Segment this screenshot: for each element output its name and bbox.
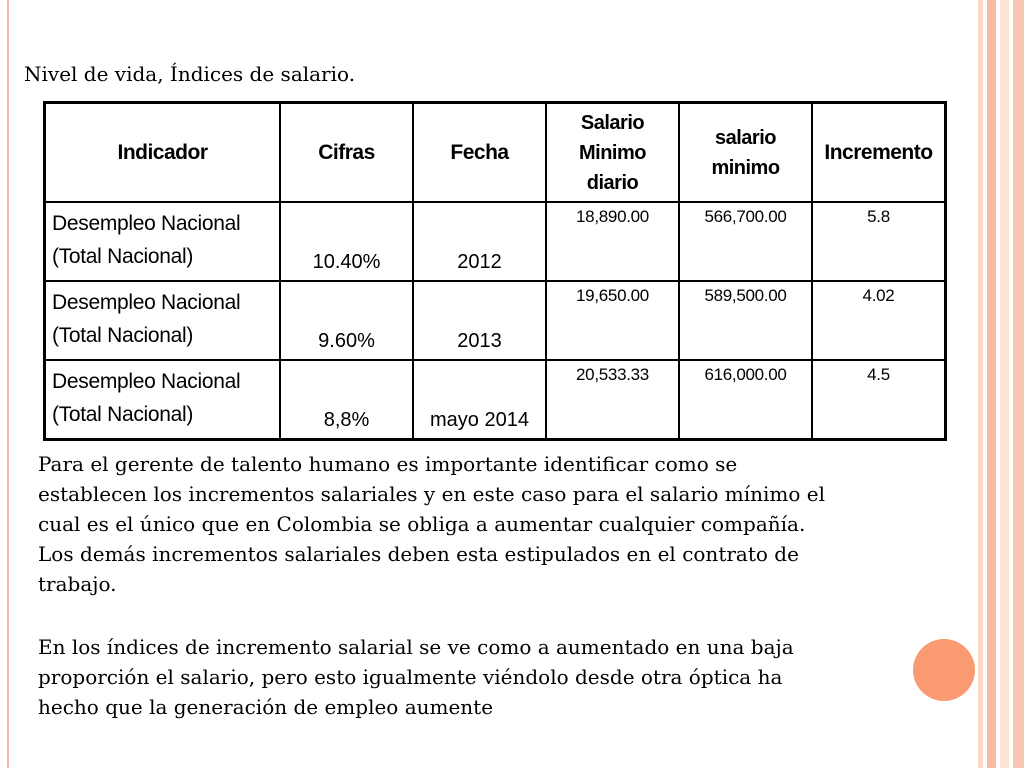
header-salario-minimo-line-2: minimo	[711, 156, 780, 179]
table-row	[45, 202, 946, 281]
header-fecha: Fecha	[413, 103, 546, 203]
stripe-7	[1013, 0, 1024, 768]
header-salario-minimo-line-1: salario	[715, 126, 776, 149]
paragraph-1-line-1: Para el gerente de talento humano es importante identificar como se	[38, 452, 738, 476]
paragraph-2-line-2: proporción el salario, pero esto igualmente viéndolo desde otra óptica ha	[38, 665, 783, 689]
slide-title: Nivel de vida, Índices de salario.	[24, 62, 356, 86]
table-row	[45, 281, 946, 360]
salary-table	[43, 101, 947, 441]
cell-incremento: 4.5	[812, 360, 946, 440]
paragraph-2-line-3: hecho que la generación de empleo aumente	[38, 695, 494, 719]
stripe-5	[1000, 0, 1009, 768]
paragraph-2	[38, 632, 958, 722]
cell-indicador	[45, 360, 281, 440]
left-decorative-rule	[7, 0, 9, 768]
cell-incremento: 4.02	[812, 281, 946, 360]
paragraph-1-line-4: Los demás incrementos salariales deben esta estipulados en el contrato de	[38, 542, 799, 566]
decorative-circle	[913, 639, 975, 701]
cell-cifras: 8,8%	[280, 360, 413, 440]
cell-salario-minimo: 589,500.00	[679, 281, 812, 360]
paragraph-1-line-2: establecen los incrementos salariales y en este caso para el salario mínimo el	[38, 482, 826, 506]
header-salario-minimo	[679, 103, 812, 203]
table-row	[45, 360, 946, 440]
cell-fecha: 2012	[413, 202, 546, 281]
header-cifras: Cifras	[280, 103, 413, 203]
paragraph-1-line-5: trabajo.	[38, 572, 117, 596]
header-salario-diario-line-2: Minimo	[579, 141, 646, 164]
cell-fecha: 2013	[413, 281, 546, 360]
cell-salario-diario: 20,533.33	[546, 360, 679, 440]
table-header-row	[45, 103, 946, 203]
indicador-line-2: (Total Nacional)	[52, 245, 194, 268]
header-salario-diario-line-3: diario	[586, 171, 639, 194]
cell-salario-minimo: 616,000.00	[679, 360, 812, 440]
cell-cifras: 10.40%	[280, 202, 413, 281]
header-salario-minimo-diario	[546, 103, 679, 203]
indicador-line-2: (Total Nacional)	[52, 324, 194, 347]
cell-incremento: 5.8	[812, 202, 946, 281]
cell-salario-diario: 18,890.00	[546, 202, 679, 281]
paragraph-1-line-3: cual es el único que en Colombia se obliga a aumentar cualquier compañía.	[38, 512, 806, 536]
indicador-line-2: (Total Nacional)	[52, 403, 194, 426]
indicador-line-1: Desempleo Nacional	[52, 370, 241, 393]
salary-table-container	[43, 101, 947, 441]
cell-indicador	[45, 202, 281, 281]
stripe-3	[987, 0, 996, 768]
indicador-line-1: Desempleo Nacional	[52, 212, 241, 235]
header-salario-diario-line-1: Salario	[580, 111, 645, 134]
right-decorative-stripes	[978, 0, 1024, 768]
cell-fecha: mayo 2014	[413, 360, 546, 440]
paragraph-2-line-1: En los índices de incremento salarial se ve como a aumentado en una baja	[38, 635, 794, 659]
header-incremento: Incremento	[812, 103, 946, 203]
indicador-line-1: Desempleo Nacional	[52, 291, 241, 314]
paragraph-1	[38, 449, 958, 599]
header-indicador: Indicador	[45, 103, 281, 203]
cell-indicador	[45, 281, 281, 360]
cell-salario-diario: 19,650.00	[546, 281, 679, 360]
cell-salario-minimo: 566,700.00	[679, 202, 812, 281]
cell-cifras: 9.60%	[280, 281, 413, 360]
